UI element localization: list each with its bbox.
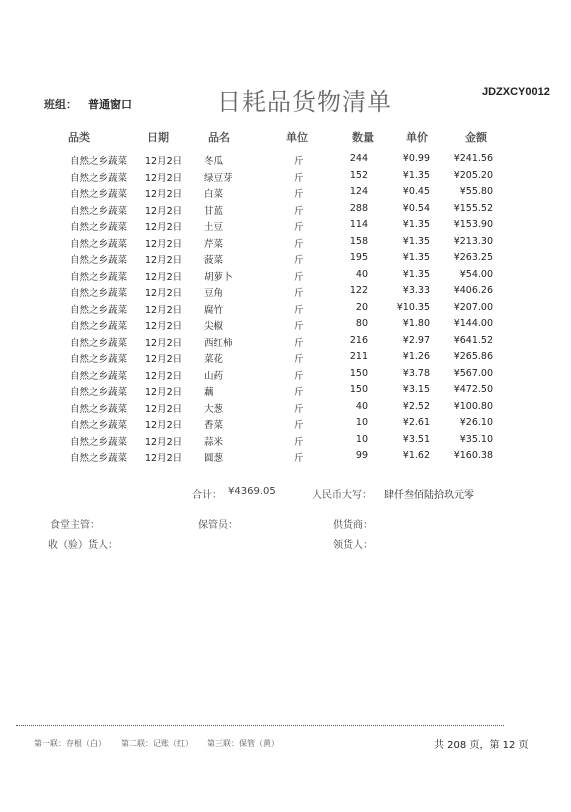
cell-quantity: 10 [355, 433, 368, 445]
column-header-category: 品类 [68, 131, 90, 144]
table-row [0, 351, 571, 368]
cell-category: 自然之乡蔬菜 [70, 354, 128, 365]
cell-price: ¥3.51 [402, 433, 430, 445]
table-row [0, 335, 571, 352]
cell-category: 自然之乡蔬菜 [70, 403, 128, 415]
cell-name: 绿豆芽 [204, 172, 233, 184]
cell-unit: 斤 [294, 436, 304, 448]
document-code: JDZXCY0012 [482, 86, 550, 98]
total-value: ¥4369.05 [228, 486, 276, 497]
rmb-uppercase-value: 肆仟叁佰陆拾玖元零 [384, 490, 474, 501]
cell-amount: ¥472.50 [453, 384, 493, 395]
cell-quantity: 40 [355, 400, 368, 412]
supplier-signature: 供货商： [333, 520, 373, 531]
cell-name: 冬瓜 [204, 156, 224, 167]
cell-category: 自然之乡蔬菜 [70, 304, 128, 316]
column-header-name: 品名 [208, 131, 230, 144]
collector-signature: 领货人： [333, 540, 373, 551]
cell-name: 甘蓝 [204, 205, 224, 217]
cell-name: 圆葱 [204, 453, 224, 464]
cell-quantity: 150 [349, 384, 368, 395]
cell-date: 12月2日 [145, 370, 183, 382]
copy-label-storage: 第三联：保管（黄） [207, 739, 279, 748]
table-row [0, 384, 571, 401]
cell-name: 腐竹 [204, 304, 224, 316]
cell-amount: ¥153.90 [453, 219, 493, 230]
cell-unit: 斤 [294, 370, 304, 382]
table-row [0, 368, 571, 385]
cell-price: ¥0.54 [402, 202, 430, 214]
cell-quantity: 244 [349, 153, 368, 164]
cell-category: 自然之乡蔬菜 [70, 321, 128, 332]
cell-category: 自然之乡蔬菜 [70, 420, 128, 431]
column-header-quantity: 数量 [352, 131, 374, 144]
cell-date: 12月2日 [145, 255, 183, 266]
cell-category: 自然之乡蔬菜 [70, 370, 128, 382]
cell-category: 自然之乡蔬菜 [70, 436, 128, 448]
cell-unit: 斤 [294, 453, 304, 464]
cell-name: 西红柿 [204, 337, 233, 349]
cell-amount: ¥567.00 [453, 367, 493, 379]
cell-name: 藕 [204, 387, 214, 398]
table-row [0, 153, 571, 170]
cell-amount: ¥155.52 [453, 202, 493, 214]
cell-name: 尖椒 [204, 321, 224, 332]
cell-quantity: 211 [349, 351, 368, 362]
cell-price: ¥3.33 [402, 285, 430, 296]
canteen-supervisor-signature: 食堂主管： [50, 520, 100, 531]
cell-price: ¥0.45 [402, 186, 430, 197]
cell-quantity: 124 [349, 186, 368, 197]
cell-date: 12月2日 [145, 420, 183, 431]
cell-price: ¥10.35 [396, 301, 430, 313]
cell-date: 12月2日 [145, 288, 183, 299]
cell-amount: ¥205.20 [453, 169, 493, 181]
cell-price: ¥2.61 [402, 417, 430, 428]
cell-category: 自然之乡蔬菜 [70, 189, 128, 200]
cell-category: 自然之乡蔬菜 [70, 222, 128, 233]
cell-category: 自然之乡蔬菜 [70, 205, 128, 217]
cell-category: 自然之乡蔬菜 [70, 453, 128, 464]
page-title: 日耗品货物清单 [217, 88, 392, 116]
storekeeper-signature: 保管员： [198, 520, 238, 531]
cell-category: 自然之乡蔬菜 [70, 288, 128, 299]
cell-name: 蒜米 [204, 436, 224, 448]
cell-date: 12月2日 [145, 354, 183, 365]
cell-name: 菠菜 [204, 255, 224, 266]
cell-quantity: 158 [349, 235, 368, 247]
cell-date: 12月2日 [145, 156, 183, 167]
cell-unit: 斤 [294, 271, 304, 283]
team-value: 普通窗口 [88, 98, 132, 111]
cell-date: 12月2日 [145, 337, 183, 349]
tear-line-divider [16, 725, 504, 726]
cell-unit: 斤 [294, 172, 304, 184]
column-header-amount: 金额 [465, 131, 487, 144]
cell-date: 12月2日 [145, 189, 183, 200]
cell-price: ¥1.35 [402, 252, 430, 263]
cell-unit: 斤 [294, 189, 304, 200]
cell-unit: 斤 [294, 156, 304, 167]
total-label: 合计： [192, 490, 222, 501]
cell-price: ¥3.78 [402, 367, 430, 379]
cell-unit: 斤 [294, 238, 304, 250]
cell-category: 自然之乡蔬菜 [70, 255, 128, 266]
cell-amount: ¥100.80 [453, 400, 493, 412]
cell-price: ¥2.97 [402, 334, 430, 346]
table-row [0, 417, 571, 434]
cell-unit: 斤 [294, 205, 304, 217]
cell-quantity: 80 [355, 318, 368, 329]
table-row [0, 186, 571, 203]
table-row [0, 302, 571, 319]
table-row [0, 269, 571, 286]
table-row [0, 450, 571, 467]
cell-unit: 斤 [294, 222, 304, 233]
cell-amount: ¥213.30 [453, 235, 493, 247]
table-row [0, 401, 571, 418]
cell-amount: ¥241.56 [453, 153, 493, 164]
cell-name: 菜花 [204, 354, 224, 365]
cell-amount: ¥26.10 [459, 417, 493, 428]
cell-quantity: 216 [349, 334, 368, 346]
cell-unit: 斤 [294, 321, 304, 332]
copy-label-stub: 第一联：存根（白） [34, 739, 106, 748]
cell-quantity: 114 [349, 219, 368, 230]
cell-amount: ¥160.38 [453, 450, 493, 461]
cell-unit: 斤 [294, 288, 304, 299]
cell-name: 土豆 [204, 222, 224, 233]
cell-category: 自然之乡蔬菜 [70, 337, 128, 349]
cell-amount: ¥35.10 [459, 433, 493, 445]
table-row [0, 170, 571, 187]
cell-quantity: 40 [355, 268, 368, 280]
cell-amount: ¥144.00 [453, 318, 493, 329]
cell-unit: 斤 [294, 255, 304, 266]
column-header-unit: 单位 [286, 131, 308, 144]
cell-quantity: 195 [349, 252, 368, 263]
cell-date: 12月2日 [145, 436, 183, 448]
cell-name: 白菜 [204, 189, 224, 200]
cell-amount: ¥55.80 [459, 186, 493, 197]
table-row [0, 203, 571, 220]
cell-price: ¥1.35 [402, 169, 430, 181]
cell-date: 12月2日 [145, 205, 183, 217]
cell-price: ¥1.35 [402, 219, 430, 230]
cell-category: 自然之乡蔬菜 [70, 172, 128, 184]
cell-category: 自然之乡蔬菜 [70, 271, 128, 283]
copy-label-accounting: 第二联：记账（红） [121, 739, 193, 748]
cell-price: ¥1.62 [402, 450, 430, 461]
cell-price: ¥1.35 [402, 235, 430, 247]
column-header-price: 单价 [406, 131, 428, 144]
cell-name: 芹菜 [204, 238, 224, 250]
cell-unit: 斤 [294, 387, 304, 398]
cell-price: ¥3.15 [402, 384, 430, 395]
table-row [0, 252, 571, 269]
cell-price: ¥0.99 [402, 153, 430, 164]
cell-date: 12月2日 [145, 321, 183, 332]
cell-category: 自然之乡蔬菜 [70, 156, 128, 167]
cell-quantity: 288 [349, 202, 368, 214]
table-row [0, 219, 571, 236]
cell-amount: ¥406.26 [453, 285, 493, 296]
cell-unit: 斤 [294, 354, 304, 365]
cell-date: 12月2日 [145, 238, 183, 250]
team-label: 班组： [44, 98, 77, 111]
cell-name: 山药 [204, 370, 224, 382]
table-row [0, 285, 571, 302]
cell-quantity: 122 [349, 285, 368, 296]
cell-name: 胡萝卜 [204, 271, 233, 283]
column-header-date: 日期 [147, 131, 169, 144]
cell-quantity: 150 [349, 367, 368, 379]
inspector-signature: 收（验）货人： [48, 540, 118, 551]
cell-name: 大葱 [204, 403, 224, 415]
cell-date: 12月2日 [145, 453, 183, 464]
table-row [0, 434, 571, 451]
cell-unit: 斤 [294, 403, 304, 415]
cell-quantity: 99 [355, 450, 368, 461]
cell-amount: ¥263.25 [453, 252, 493, 263]
cell-category: 自然之乡蔬菜 [70, 387, 128, 398]
cell-price: ¥1.26 [402, 351, 430, 362]
cell-date: 12月2日 [145, 172, 183, 184]
cell-price: ¥2.52 [402, 400, 430, 412]
cell-date: 12月2日 [145, 387, 183, 398]
cell-unit: 斤 [294, 304, 304, 316]
cell-unit: 斤 [294, 420, 304, 431]
cell-quantity: 20 [355, 301, 368, 313]
cell-date: 12月2日 [145, 403, 183, 415]
cell-price: ¥1.80 [402, 318, 430, 329]
cell-price: ¥1.35 [402, 268, 430, 280]
cell-date: 12月2日 [145, 304, 183, 316]
cell-category: 自然之乡蔬菜 [70, 238, 128, 250]
cell-name: 香菜 [204, 420, 224, 431]
cell-amount: ¥641.52 [453, 334, 493, 346]
cell-quantity: 152 [349, 169, 368, 181]
cell-amount: ¥207.00 [453, 301, 493, 313]
cell-date: 12月2日 [145, 271, 183, 283]
page-info: 共 208 页，第 12 页 [434, 740, 529, 751]
cell-quantity: 10 [355, 417, 368, 428]
cell-amount: ¥265.86 [453, 351, 493, 362]
rmb-uppercase-label: 人民币大写： [312, 490, 372, 501]
cell-date: 12月2日 [145, 222, 183, 233]
table-row [0, 318, 571, 335]
table-row [0, 236, 571, 253]
cell-unit: 斤 [294, 337, 304, 349]
cell-name: 豆角 [204, 288, 224, 299]
cell-amount: ¥54.00 [459, 268, 493, 280]
